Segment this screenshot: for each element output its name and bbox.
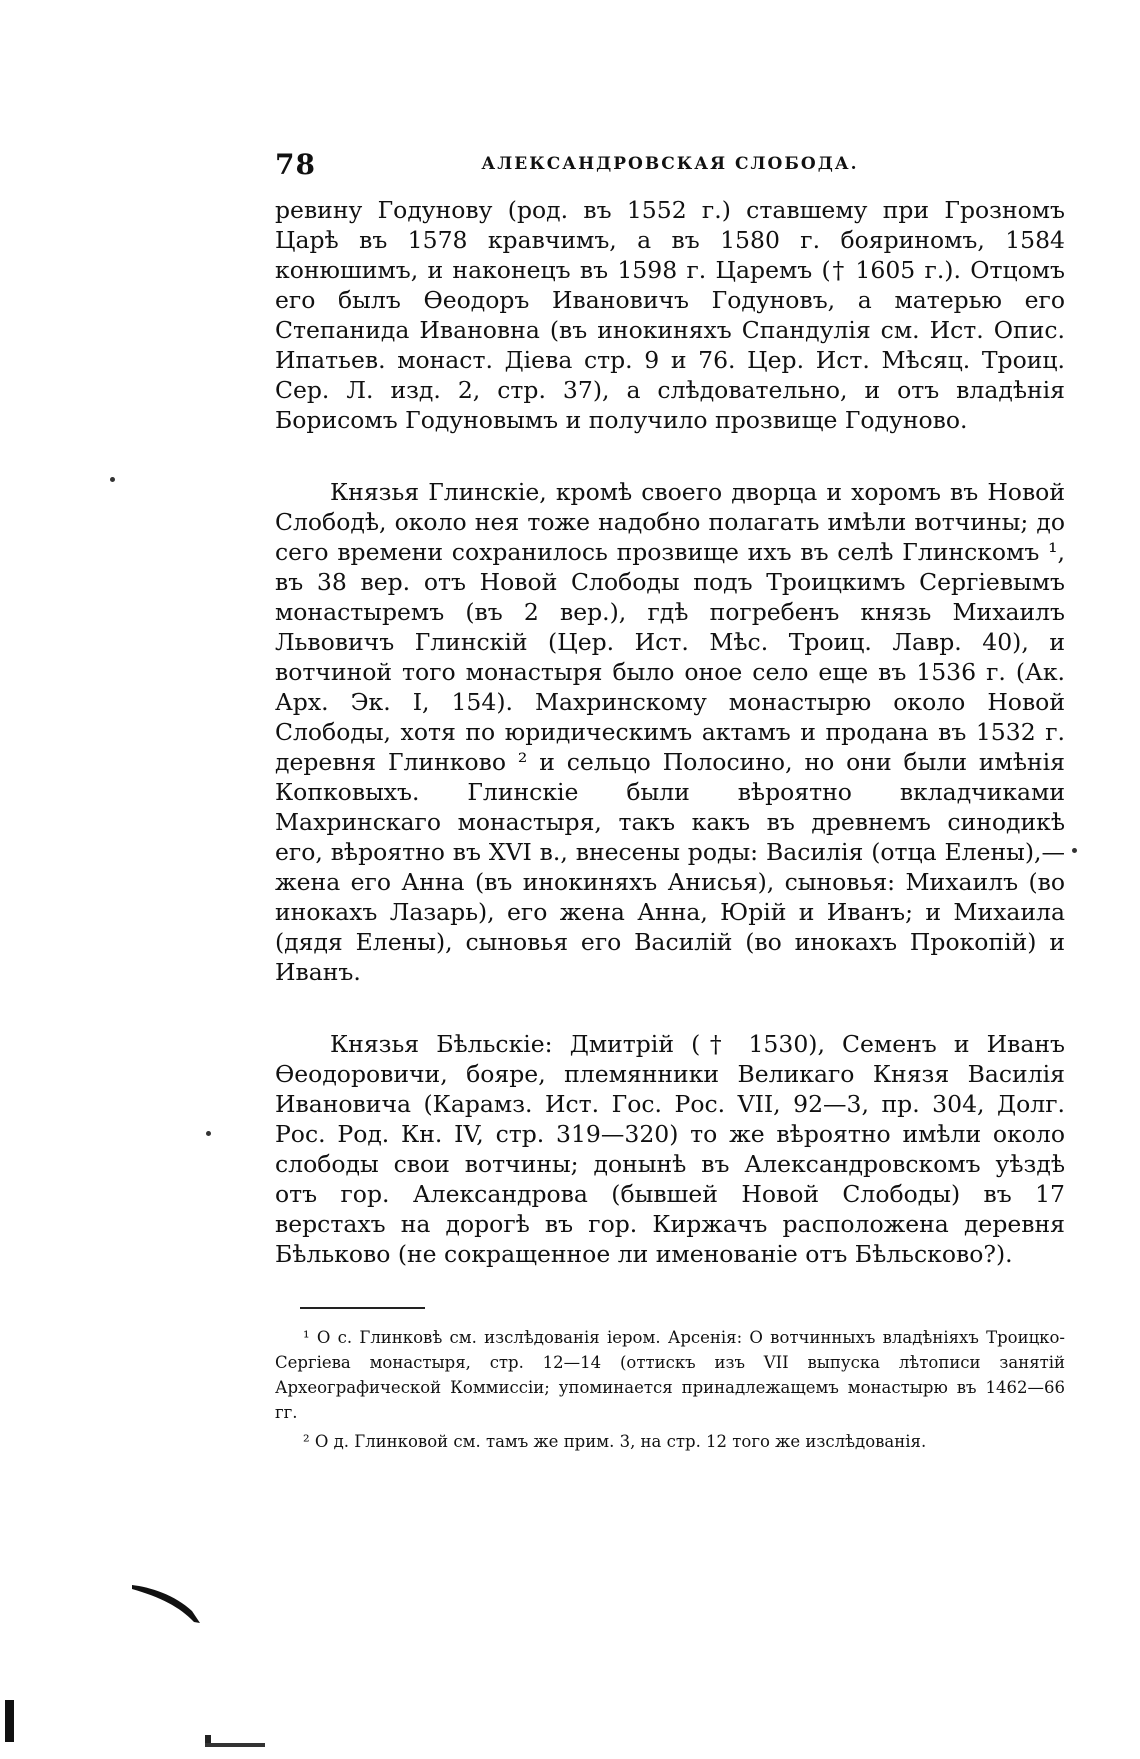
scan-edge-mark	[5, 1700, 14, 1742]
body-text	[275, 195, 1065, 1269]
paragraph-belskie: Князья Бѣльскіе: Дмитрій († 1530), Семенъ и Иванъ Ѳеодоровичи, бояре, племянники Великаго Князя Василія Ивановича (Карамз. Ист. Гос. Рос. VII, 92—3, пр. 304, Долг. Рос. Род. Кн. IV, стр. 319—320) то же вѣроятно имѣли около слободы свои вотчины; донынѣ въ Александровскомъ уѣздѣ отъ гор. Александрова (бывшей Новой Слободы) въ 17 верстахъ на дорогѣ въ гор. Киржачъ расположена деревня Бѣльково (не сокращенное ли именованіе отъ Бѣльсково?).	[275, 1030, 1065, 1268]
paragraph-godunovo: ревину Годунову (род. въ 1552 г.) ставшему при Грозномъ Царѣ въ 1578 кравчимъ, а въ 1580 г. бояриномъ, 1584 конюшимъ, и наконецъ въ 1598 г. Царемъ († 1605 г.). Отцомъ его былъ Ѳеодоръ Ивановичъ Годуновъ, а матерью его Степанида Ивановна (въ инокиняхъ Спандулія см. Ист. Опис. Ипатьев. монаст. Діева стр. 9 и 76. Цер. Ист. Мѣсяц. Троиц. Сер. Л. изд. 2, стр. 37), а слѣдовательно, и отъ владѣнія Борисомъ Годуновымъ и получило прозвище Годуново.	[275, 196, 1065, 434]
footnotes	[275, 1325, 1065, 1454]
paragraph-glinskie: Князья Глинскіе, кромѣ своего дворца и хоромъ въ Новой Слободѣ, около нея тоже надобно полагать имѣли вотчины; до сего времени сохранилось прозвище ихъ въ селѣ Глинскомъ ¹, въ 38 вер. отъ Новой Слободы подъ Троицкимъ Сергіевымъ монастыремъ (въ 2 вер.), гдѣ погребенъ князь Михаилъ Львовичъ Глинскій (Цер. Ист. Мѣс. Троиц. Лавр. 40), и вотчиной того монастыря было оное село еще въ 1536 г. (Ак. Арх. Эк. I, 154). Махринскому монастырю около Новой Слободы, хотя по юридическимъ актамъ и продана въ 1532 г. деревня Глинково ² и сельцо Полосино, но они были имѣнія Копковыхъ. Глинскіе были вѣроятно вкладчиками Махринскаго монастыря, такъ какъ въ древнемъ синодикѣ его, вѣроятно въ XVI в., внесены роды: Василія (отца Елены),—жена его Анна (въ инокиняхъ Анисья), сыновья: Михаилъ (во инокахъ Лазарь), его жена Анна, Юрій и Иванъ; и Михаила (дядя Елены), сыновья его Василій (во инокахъ Прокопій) и Иванъ.	[275, 478, 1065, 986]
pen-stroke-mark	[130, 1577, 210, 1627]
scan-speck	[1072, 848, 1077, 853]
footnote-2: ² О д. Глинковой см. тамъ же прим. 3, на стр. 12 того же изслѣдованія.	[303, 1432, 927, 1451]
scan-edge-mark	[205, 1735, 265, 1747]
scan-speck	[110, 477, 115, 482]
scan-speck	[206, 1131, 211, 1136]
footnote-1: ¹ О с. Глинковѣ см. изслѣдованія іером. Арсенія: О вотчинныхъ владѣніяхъ Троицко-Сергіева монастыря, стр. 12—14 (оттискъ изъ VII выпуска лѣтописи занятій Археографической Коммиссіи; упоминается принадлежащемъ монастырю въ 1462—66 гг.	[275, 1328, 1065, 1422]
page-header	[275, 148, 1065, 181]
running-head: АЛЕКСАНДРОВСКАЯ СЛОБОДА.	[481, 154, 859, 174]
footnote-rule	[300, 1307, 425, 1309]
page-number: 78	[275, 148, 316, 181]
